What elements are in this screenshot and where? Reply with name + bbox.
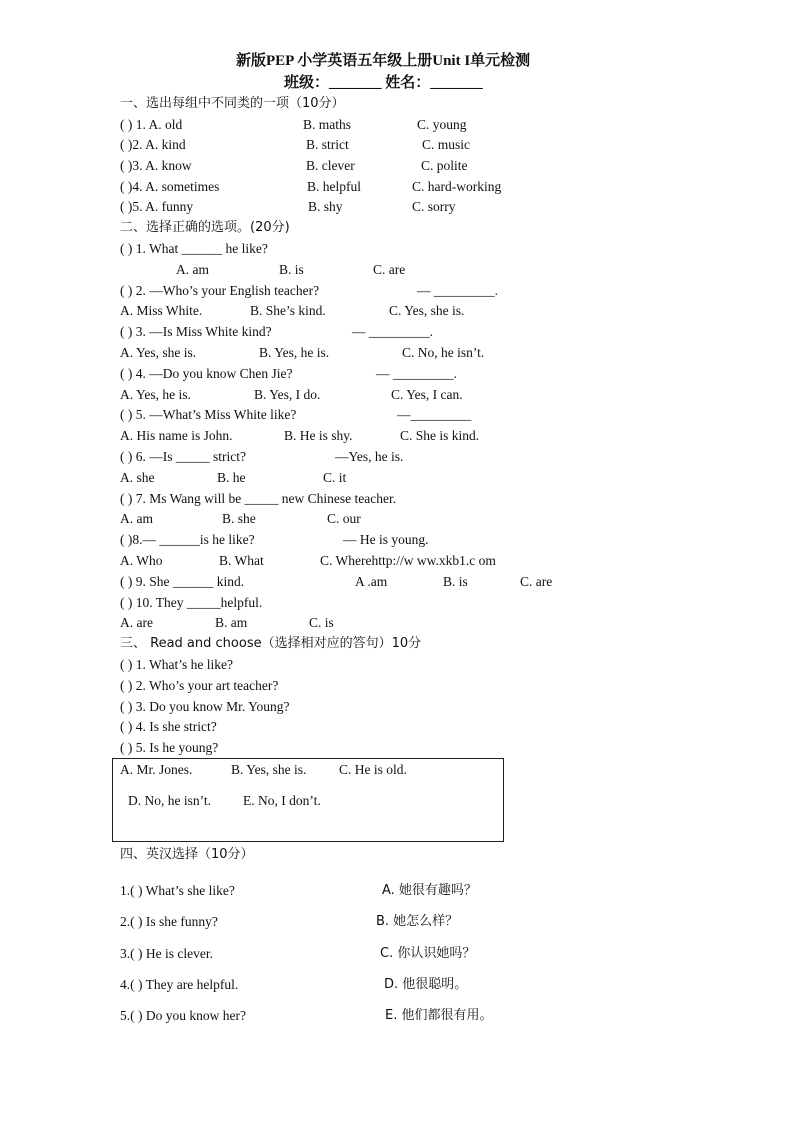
answer-blank: — _________. [352,324,433,339]
options-row [0,551,794,571]
option-b: B. helpful [307,179,361,194]
section-heading: 二、选择正确的选项。(20分) [120,220,290,235]
list-item [0,239,794,259]
list-item [0,912,794,932]
option-b: B. What [219,553,264,568]
options-row [0,468,794,488]
option-a: A. His name is John. [120,428,233,443]
option-c: C. young [417,117,467,132]
question-text: ( ) 6. —Is _____ strict? [120,449,246,464]
answer-options-row [0,791,794,811]
options-row [0,613,794,633]
option-c: C. are [373,262,406,277]
translation-option: C. 你认识她吗？ [380,946,476,961]
option-c: C. Wherehttp://w ww.xkb1.c om [320,553,496,568]
option-a: A. Yes, she is. [120,345,197,360]
question-text: ( ) 3. Do you know Mr. Young? [120,699,290,714]
list-item [0,197,794,217]
list-item [0,717,794,737]
section2-heading-line [0,218,794,238]
option-b: B. He is shy. [284,428,353,443]
option-a: A. are [120,615,153,630]
option-c: C. She is kind. [400,428,480,443]
list-item [0,156,794,176]
answer-blank: —_________ [397,407,472,422]
options-row [0,301,794,321]
option-c: C. hard-working [412,179,502,194]
list-item [0,447,794,467]
list-item [0,115,794,135]
list-item [0,944,794,964]
class-name-fields: 班级：_______ 姓名：_______ [284,75,483,91]
list-item [0,655,794,675]
option-a: A .am [355,574,388,589]
list-item [0,364,794,384]
list-item [0,676,794,696]
options-row [0,343,794,363]
question-text: 3.( ) He is clever. [120,946,213,961]
section4-heading-line [0,845,794,865]
option-c: C. our [327,511,361,526]
list-item [0,738,794,758]
option-b: B. is [279,262,304,277]
option-b: B. Yes, he is. [259,345,330,360]
option-a: A. am [176,262,209,277]
list-item [0,281,794,301]
option-b: B. he [217,470,246,485]
question-text: ( )3. A. know [120,158,192,173]
page-title: 新版PEP 小学英语五年级上册Unit I单元检测 [236,53,531,69]
section3-heading-line [0,634,794,654]
translation-option: A. 她很有趣吗？ [382,883,477,898]
answer-option: D. No, he isn’t. [128,793,211,808]
option-c: C. polite [421,158,468,173]
option-b: B. is [443,574,468,589]
list-item [0,177,794,197]
answer-blank: —Yes, he is. [335,449,404,464]
question-text: ( ) 10. They _____helpful. [120,595,263,610]
option-c: C. music [422,137,471,152]
question-text: 5.( ) Do you know her? [120,1008,246,1023]
option-a: A. she [120,470,155,485]
question-text: ( )5. A. funny [120,199,194,214]
section-heading: 三、 Read and choose（选择相对应的答句）10分 [120,636,422,651]
list-item [0,405,794,425]
list-item [0,975,794,995]
question-text: ( )8.— ______is he like? [120,532,255,547]
answer-blank: — He is young. [343,532,429,547]
question-text: ( ) 7. Ms Wang will be _____ new Chinese teacher. [120,491,397,506]
question-text: ( ) 4. —Do you know Chen Jie? [120,366,293,381]
question-text: 1.( ) What’s she like? [120,883,235,898]
option-b: B. shy [308,199,343,214]
option-c: C. it [323,470,347,485]
question-text: ( ) 5. Is he young? [120,740,219,755]
option-b: B. She’s kind. [250,303,326,318]
question-text: ( ) 2. —Who’s your English teacher? [120,283,320,298]
list-item [0,881,794,901]
option-c: C. is [309,615,334,630]
option-b: B. clever [306,158,355,173]
list-item [0,593,794,613]
question-text: ( ) 2. Who’s your art teacher? [120,678,279,693]
option-c: C. Yes, I can. [391,387,463,402]
answer-option: B. Yes, she is. [231,762,307,777]
option-c: C. are [520,574,553,589]
option-b: B. Yes, I do. [254,387,321,402]
question-text: ( ) 1. A. old [120,117,183,132]
section-heading: 四、英汉选择（10分） [120,847,254,862]
question-text: 2.( ) Is she funny? [120,914,218,929]
option-b: B. she [222,511,256,526]
options-row [0,426,794,446]
question-text: 4.( ) They are helpful. [120,977,239,992]
title-line [0,51,794,71]
list-item [0,135,794,155]
answer-option: C. He is old. [339,762,407,777]
question-text: ( )2. A. kind [120,137,186,152]
answer-blank: — _________. [376,366,457,381]
option-c: C. sorry [412,199,456,214]
question-text: ( ) 4. Is she strict? [120,719,217,734]
option-a: A. Yes, he is. [120,387,191,402]
answer-option: A. Mr. Jones. [120,762,193,777]
list-item [0,697,794,717]
list-item [0,489,794,509]
answer-option: E. No, I don’t. [243,793,321,808]
question-text: ( ) 1. What ______ he like? [120,241,268,256]
section-heading: 一、选出每组中不同类的一项（10分） [120,96,345,111]
translation-option: D. 他很聪明。 [384,977,468,992]
translation-option: B. 她怎么样？ [376,914,459,929]
option-b: B. am [215,615,248,630]
question-text: ( )4. A. sometimes [120,179,220,194]
options-row [0,509,794,529]
list-item [0,530,794,550]
answer-blank: — _________. [417,283,498,298]
option-c: C. Yes, she is. [389,303,465,318]
translation-option: E. 他们都很有用。 [385,1008,493,1023]
question-text: ( ) 5. —What’s Miss White like? [120,407,297,422]
list-item [0,322,794,342]
option-b: B. strict [306,137,349,152]
question-text: ( ) 9. She ______ kind. [120,574,245,589]
option-c: C. No, he isn’t. [402,345,485,360]
subtitle-line [0,73,794,93]
options-row [0,385,794,405]
option-a: A. Miss White. [120,303,203,318]
question-text: ( ) 1. What’s he like? [120,657,233,672]
option-b: B. maths [303,117,352,132]
options-row [0,260,794,280]
option-a: A. am [120,511,153,526]
option-a: A. Who [120,553,163,568]
section1-heading-line [0,94,794,114]
question-text: ( ) 3. —Is Miss White kind? [120,324,272,339]
list-item [0,1006,794,1026]
answer-options-row [0,760,794,780]
list-item [0,572,794,592]
